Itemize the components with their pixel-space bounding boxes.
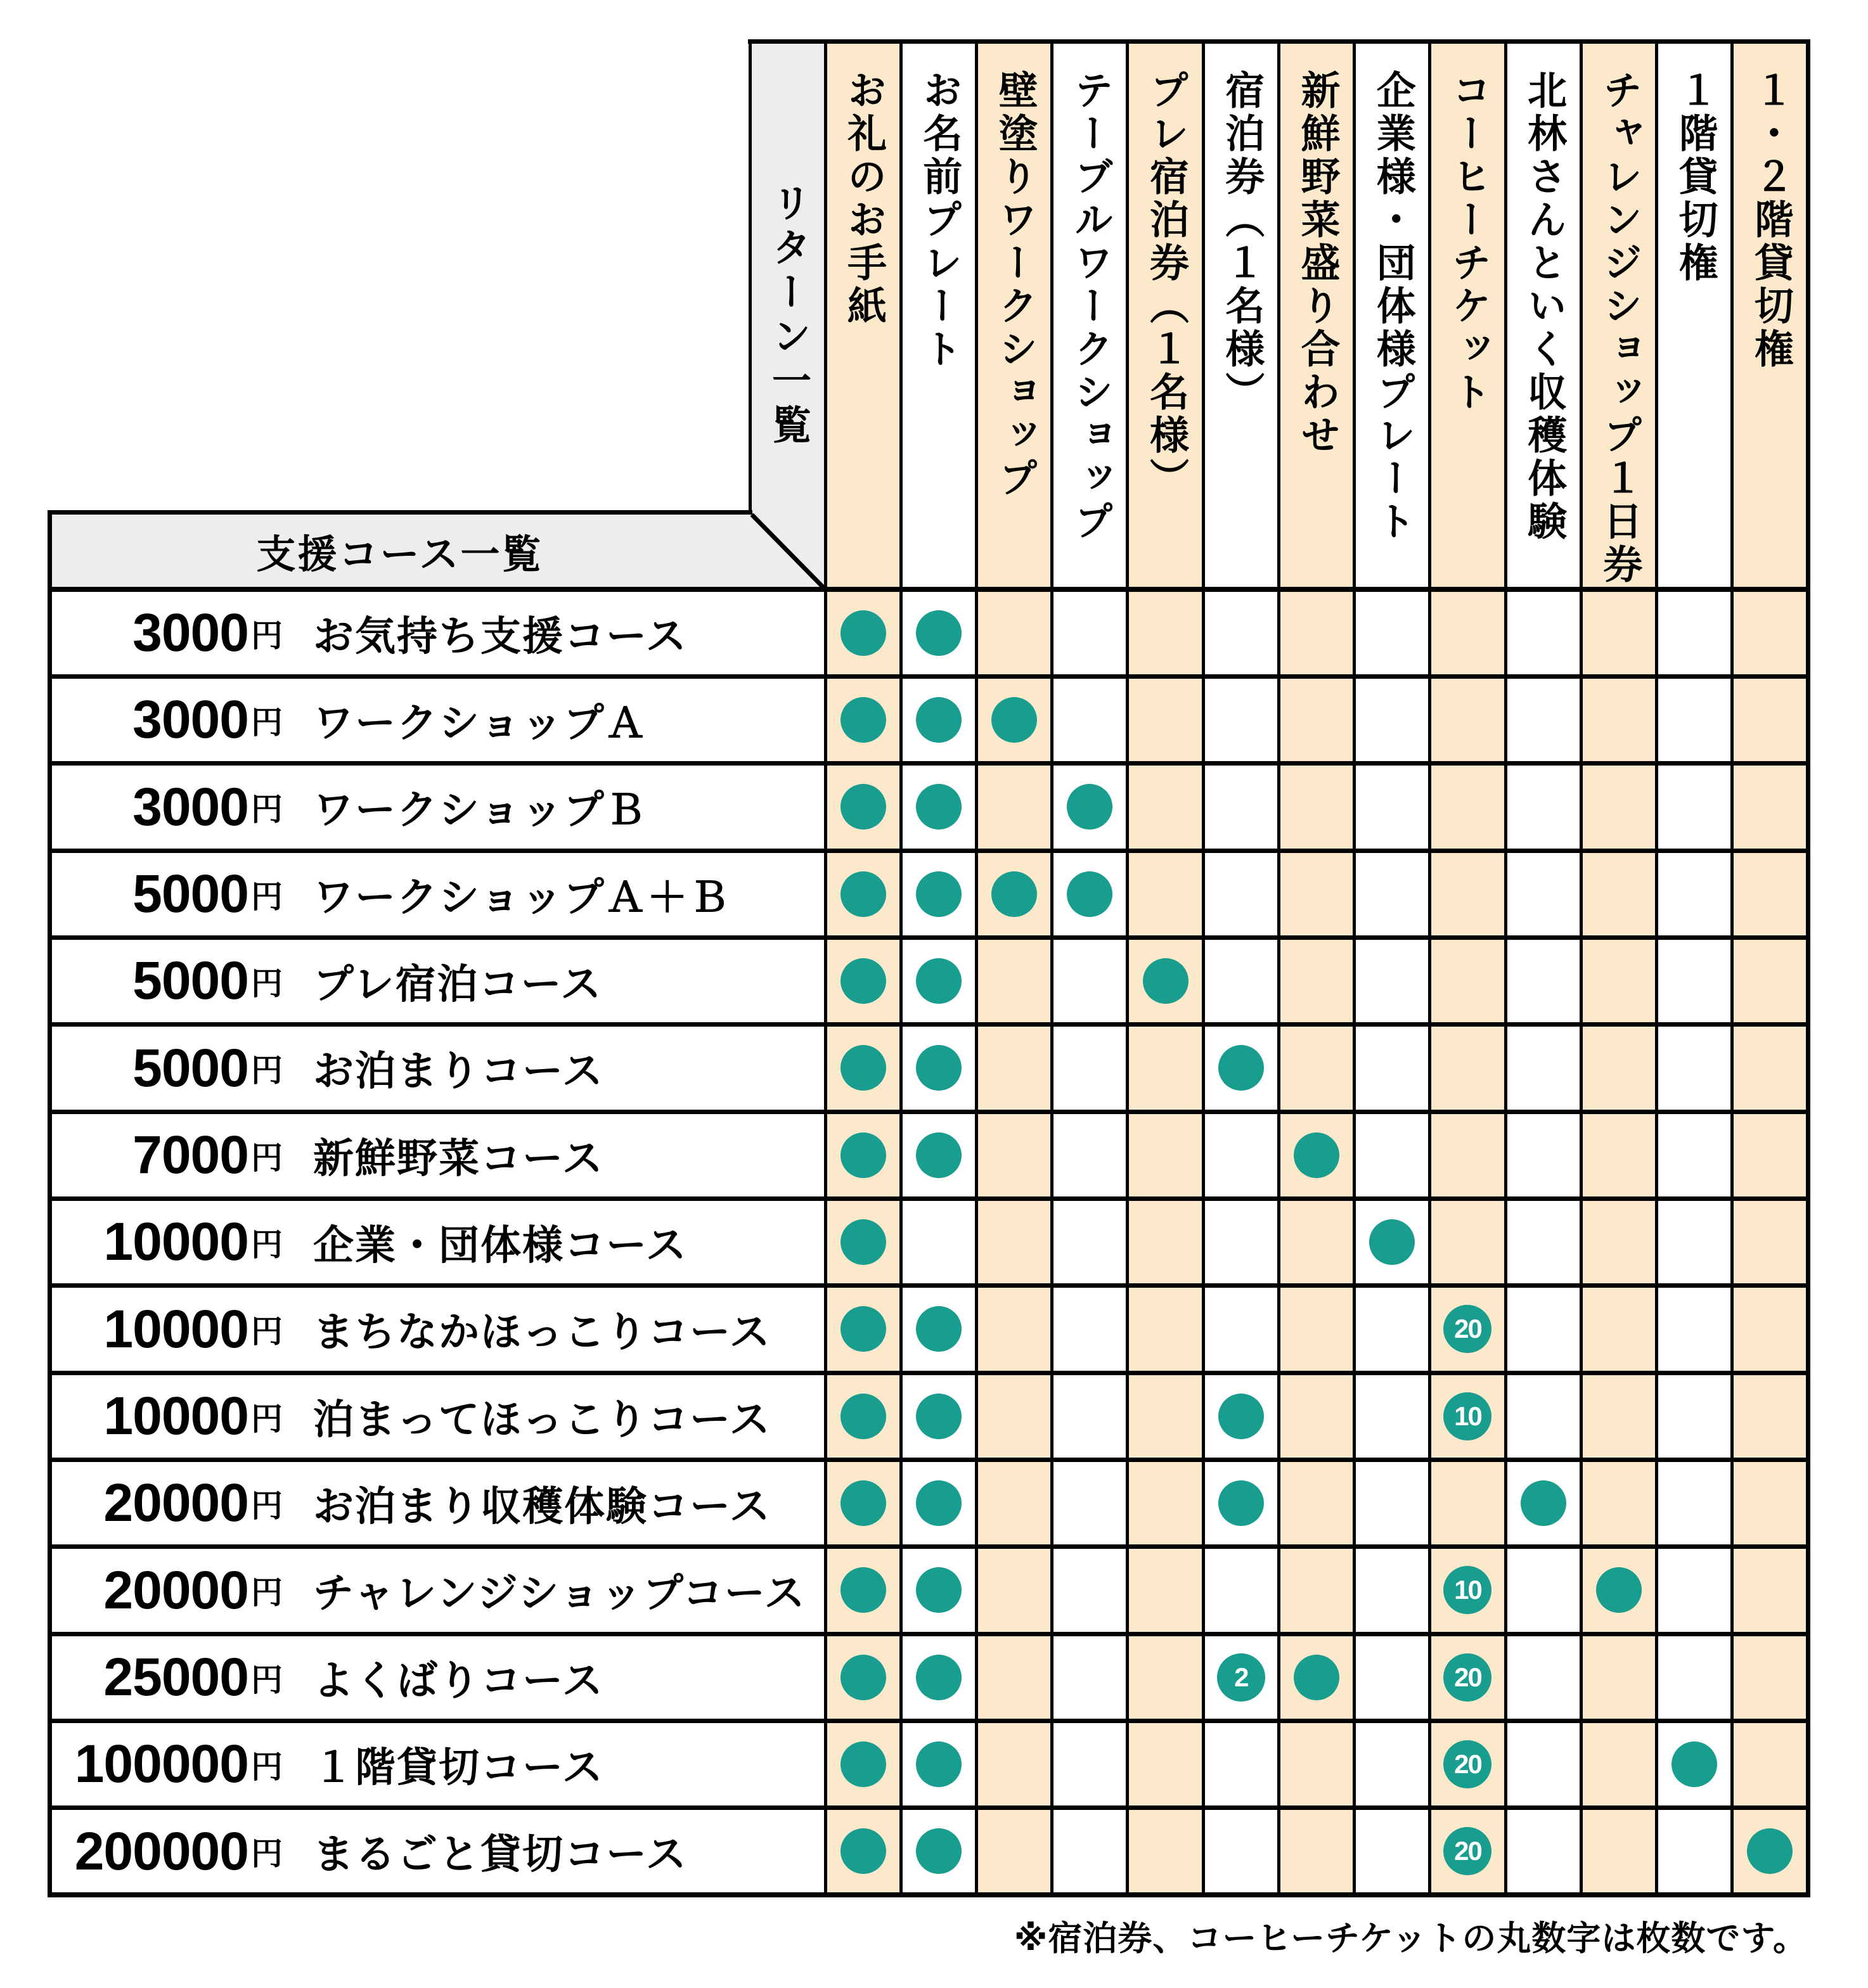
course-price-unit: 円 bbox=[251, 617, 283, 653]
course-row-label bbox=[49, 1547, 825, 1634]
course-name: ワークショップＡ＋Ｂ bbox=[313, 874, 731, 920]
course-row-label bbox=[49, 676, 825, 763]
course-row-label bbox=[49, 1112, 825, 1198]
included-dot bbox=[841, 1132, 886, 1178]
course-name: １階貸切コース bbox=[313, 1744, 604, 1790]
included-dot bbox=[1218, 1394, 1264, 1439]
course-price: 5000 bbox=[132, 864, 248, 924]
course-price: 20000 bbox=[103, 1473, 248, 1533]
grid-line-vertical bbox=[1504, 39, 1507, 1897]
count-value: 10 bbox=[1454, 1575, 1481, 1605]
included-dot bbox=[841, 1219, 886, 1265]
column-header-label: お名前プレート bbox=[917, 70, 961, 371]
row-separator bbox=[49, 849, 1808, 853]
included-dot bbox=[1143, 958, 1188, 1004]
table-border-left bbox=[48, 510, 52, 1897]
row-separator bbox=[49, 761, 1808, 766]
count-badge bbox=[1443, 1392, 1491, 1440]
grid-line-vertical bbox=[1050, 39, 1053, 1897]
included-dot bbox=[841, 1394, 886, 1439]
included-dot bbox=[841, 1741, 886, 1787]
course-name: ワークショップＡ bbox=[313, 700, 647, 746]
included-dot bbox=[1218, 1480, 1264, 1526]
row-separator bbox=[49, 1283, 1808, 1288]
course-price-unit: 円 bbox=[251, 1748, 283, 1785]
column-header-label: １階貸切権 bbox=[1673, 70, 1717, 285]
course-header-top-border bbox=[48, 510, 752, 515]
returns-list-header-label: リターン一覧 bbox=[766, 182, 810, 449]
included-dot bbox=[916, 1567, 962, 1613]
course-price-unit: 円 bbox=[251, 1226, 283, 1262]
grid-line-vertical bbox=[899, 39, 903, 1897]
count-badge bbox=[1443, 1740, 1491, 1788]
row-separator bbox=[49, 1371, 1808, 1375]
course-price: 3000 bbox=[132, 603, 248, 663]
included-dot bbox=[1521, 1480, 1566, 1526]
column-header-label: チャレンジショップ１日券 bbox=[1597, 70, 1641, 587]
row-separator bbox=[49, 1632, 1808, 1636]
column-header bbox=[1279, 41, 1354, 589]
column-header-label: プレ宿泊券（１名様） bbox=[1143, 70, 1188, 501]
count-badge bbox=[1443, 1653, 1491, 1702]
column-header bbox=[976, 41, 1052, 589]
course-name: プレ宿泊コース bbox=[313, 961, 603, 1007]
course-name: お泊まり収穫体験コース bbox=[313, 1483, 771, 1529]
column-header-label: 壁塗りワークショップ bbox=[993, 70, 1037, 501]
course-row-label bbox=[49, 850, 825, 937]
column-header-label: 宿泊券（１名様） bbox=[1219, 70, 1263, 414]
course-name: まちなかほっこりコース bbox=[313, 1309, 771, 1356]
table-border-right bbox=[1806, 39, 1810, 1897]
included-dot bbox=[991, 697, 1037, 743]
course-name: まるごと貸切コース bbox=[313, 1831, 688, 1878]
course-name: 企業・団体様コース bbox=[313, 1222, 688, 1268]
included-dot bbox=[841, 1828, 886, 1874]
course-row-label bbox=[49, 1808, 825, 1895]
included-dot bbox=[916, 1480, 962, 1526]
row-separator bbox=[49, 1196, 1808, 1201]
course-price: 25000 bbox=[103, 1647, 248, 1707]
course-price-unit: 円 bbox=[251, 1139, 283, 1176]
course-price: 5000 bbox=[132, 1037, 248, 1098]
column-header bbox=[1505, 41, 1581, 589]
column-header-label: 新鮮野菜盛り合わせ bbox=[1294, 70, 1339, 458]
count-value: 20 bbox=[1454, 1836, 1481, 1866]
course-price-unit: 円 bbox=[251, 965, 283, 1001]
course-price-unit: 円 bbox=[251, 1662, 283, 1698]
course-price: 10000 bbox=[103, 1299, 248, 1359]
course-row-label bbox=[49, 937, 825, 1024]
included-dot bbox=[841, 871, 886, 917]
column-header bbox=[825, 41, 901, 589]
grid-line-vertical bbox=[749, 39, 752, 514]
included-dot bbox=[916, 610, 962, 656]
included-dot bbox=[916, 871, 962, 917]
row-separator bbox=[49, 1022, 1808, 1027]
count-badge bbox=[1217, 1653, 1265, 1702]
included-dot bbox=[841, 1045, 886, 1091]
row-separator bbox=[49, 1110, 1808, 1114]
included-dot bbox=[841, 1480, 886, 1526]
course-name: よくばりコース bbox=[313, 1657, 604, 1703]
included-dot bbox=[916, 1394, 962, 1439]
course-price: 7000 bbox=[132, 1125, 248, 1185]
column-header-label: 北林さんといく収穫体験 bbox=[1521, 70, 1566, 544]
column-header-label: コーヒーチケット bbox=[1446, 70, 1490, 414]
count-value: 10 bbox=[1454, 1401, 1481, 1431]
course-price: 10000 bbox=[103, 1212, 248, 1272]
course-price: 3000 bbox=[132, 776, 248, 837]
column-header bbox=[1355, 41, 1430, 589]
column-header-label: 企業様・団体様プレート bbox=[1370, 70, 1415, 544]
grid-line-vertical bbox=[1353, 39, 1356, 1897]
included-dot bbox=[1294, 1132, 1339, 1178]
course-price-unit: 円 bbox=[251, 878, 283, 914]
row-separator bbox=[49, 1544, 1808, 1549]
row-separator bbox=[49, 935, 1808, 940]
included-dot bbox=[841, 697, 886, 743]
course-row-label bbox=[49, 1373, 825, 1459]
count-value: 20 bbox=[1454, 1749, 1481, 1779]
included-dot bbox=[916, 1828, 962, 1874]
course-price-unit: 円 bbox=[251, 1575, 283, 1611]
included-dot bbox=[1294, 1655, 1339, 1700]
row-separator bbox=[49, 1458, 1808, 1462]
course-row-label bbox=[49, 1634, 825, 1721]
included-dot bbox=[1596, 1567, 1642, 1613]
course-price: 3000 bbox=[132, 689, 248, 750]
included-dot bbox=[916, 784, 962, 830]
grid-line-vertical bbox=[1655, 39, 1658, 1897]
included-dot bbox=[916, 697, 962, 743]
grid-line-vertical bbox=[1202, 39, 1205, 1897]
column-header-label: お礼のお手紙 bbox=[841, 70, 886, 328]
course-name: お気持ち支援コース bbox=[313, 613, 688, 659]
course-price: 200000 bbox=[74, 1821, 248, 1881]
included-dot bbox=[916, 1132, 962, 1178]
course-list-header-label: 支援コース一覧 bbox=[256, 532, 543, 577]
course-row-label bbox=[49, 764, 825, 850]
column-header-label: テーブルワークショップ bbox=[1068, 70, 1112, 544]
course-price: 100000 bbox=[74, 1734, 248, 1794]
table-border-top bbox=[748, 39, 1810, 44]
included-dot bbox=[1067, 784, 1112, 830]
course-price-unit: 円 bbox=[251, 792, 283, 828]
footnote: ※宿泊券、コーヒーチケットの丸数字は枚数です。 bbox=[1014, 1920, 1808, 1958]
count-value: 2 bbox=[1234, 1662, 1248, 1692]
course-list-header bbox=[49, 512, 750, 589]
included-dot bbox=[1672, 1741, 1717, 1787]
count-value: 20 bbox=[1454, 1314, 1481, 1344]
included-dot bbox=[991, 871, 1037, 917]
included-dot bbox=[916, 1045, 962, 1091]
included-dot bbox=[841, 610, 886, 656]
column-header bbox=[1581, 41, 1656, 589]
course-price-unit: 円 bbox=[251, 1053, 283, 1089]
course-price-unit: 円 bbox=[251, 704, 283, 740]
course-row-label bbox=[49, 1025, 825, 1112]
header-body-divider bbox=[48, 587, 1810, 592]
column-header bbox=[1732, 41, 1808, 589]
table-border-bottom bbox=[48, 1892, 1810, 1897]
row-separator bbox=[49, 1719, 1808, 1723]
included-dot bbox=[1218, 1045, 1264, 1091]
column-header bbox=[1430, 41, 1505, 589]
course-price: 20000 bbox=[103, 1560, 248, 1620]
column-header bbox=[1052, 41, 1128, 589]
grid-line-vertical bbox=[1277, 39, 1280, 1897]
included-dot bbox=[841, 784, 886, 830]
included-dot bbox=[841, 958, 886, 1004]
grid-line-vertical bbox=[1730, 39, 1734, 1897]
grid-line-vertical bbox=[824, 39, 827, 1897]
column-header bbox=[1128, 41, 1203, 589]
included-dot bbox=[1369, 1219, 1415, 1265]
course-name: チャレンジショップコース bbox=[313, 1570, 806, 1617]
course-price: 5000 bbox=[132, 951, 248, 1011]
course-row-label bbox=[49, 1198, 825, 1285]
course-price-unit: 円 bbox=[251, 1836, 283, 1872]
included-dot bbox=[916, 1655, 962, 1700]
returns-list-header bbox=[750, 41, 825, 589]
row-separator bbox=[49, 674, 1808, 679]
course-name: 泊まってほっこりコース bbox=[313, 1396, 771, 1442]
course-name: ワークショップＢ bbox=[313, 787, 647, 833]
course-name: お泊まりコース bbox=[313, 1048, 604, 1094]
included-dot bbox=[916, 1741, 962, 1787]
course-price-unit: 円 bbox=[251, 1314, 283, 1350]
course-name: 新鮮野菜コース bbox=[313, 1135, 604, 1181]
row-separator bbox=[49, 1805, 1808, 1810]
course-row-label bbox=[49, 1721, 825, 1807]
grid-line-vertical bbox=[1580, 39, 1583, 1897]
grid-line-vertical bbox=[1126, 39, 1129, 1897]
course-price-unit: 円 bbox=[251, 1401, 283, 1437]
included-dot bbox=[841, 1306, 886, 1352]
included-dot bbox=[1067, 871, 1112, 917]
grid-line-vertical bbox=[1428, 39, 1431, 1897]
course-price: 10000 bbox=[103, 1386, 248, 1446]
count-value: 20 bbox=[1454, 1662, 1481, 1692]
included-dot bbox=[916, 958, 962, 1004]
column-header bbox=[1203, 41, 1279, 589]
course-row-label bbox=[49, 1459, 825, 1546]
course-price-unit: 円 bbox=[251, 1487, 283, 1523]
grid-line-vertical bbox=[975, 39, 978, 1897]
column-header bbox=[1657, 41, 1732, 589]
course-row-label bbox=[49, 1286, 825, 1373]
column-header bbox=[901, 41, 976, 589]
included-dot bbox=[916, 1306, 962, 1352]
included-dot bbox=[841, 1567, 886, 1613]
included-dot bbox=[841, 1655, 886, 1700]
course-row-label bbox=[49, 589, 825, 676]
column-header-label: １・２階貸切権 bbox=[1748, 70, 1793, 371]
